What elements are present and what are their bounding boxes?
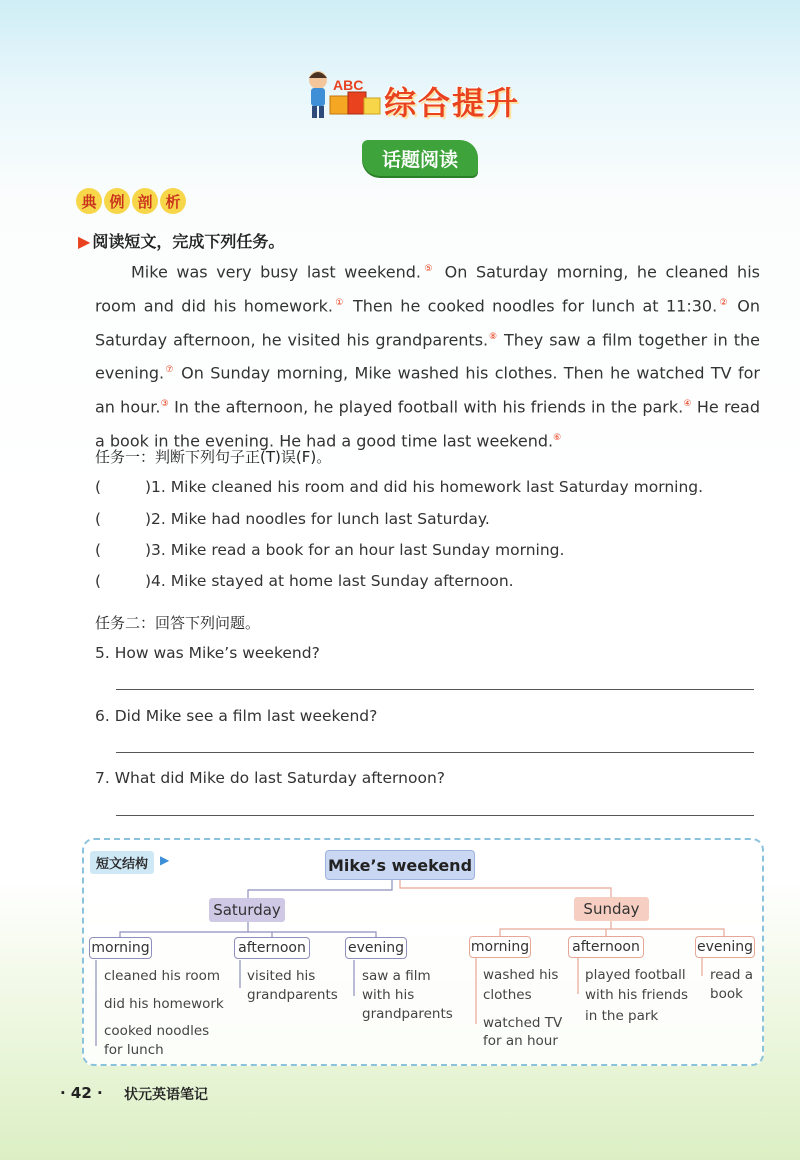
passage-sentence: On Saturday morning, he cleaned his room and did his homework. [95,262,760,316]
triangle-icon: ▶ [78,232,91,251]
answer-blank[interactable]: ( [95,541,102,559]
leaf-text: grandparents [247,987,338,1003]
play-arrow-icon: ▶ [160,853,170,867]
leaf-text: did his homework [104,996,224,1012]
statement: )2. Mike had noodles for lunch last Saturday. [145,510,490,528]
true-false-item[interactable] [95,478,703,496]
true-false-item[interactable] [95,510,490,528]
sentence-number: ① [332,297,346,308]
book-title: 状元英语笔记 [124,1087,208,1103]
passage-sentence: Mike was very busy last weekend. [131,262,421,282]
sunday-node: Sunday [574,897,649,921]
section-title: 综合提升 [384,84,521,122]
page-number: · 42 · [60,1084,103,1102]
saturday-node: Saturday [209,898,285,922]
saturday-evening-node: evening [345,937,407,959]
leaf-text: for lunch [104,1042,164,1058]
badge-char: 剖 [132,188,158,214]
art-letters: ABC [333,77,364,93]
leaf-text: book [710,986,743,1002]
saturday-morning-node: morning [89,937,152,959]
leaf-text: saw a film [362,968,431,984]
answer-line[interactable] [116,815,754,816]
answer-blank[interactable]: ( [95,510,102,528]
sentence-number: ④ [683,399,692,410]
question: 7. What did Mike do last Saturday afternoon? [95,769,445,787]
structure-label: 短文结构 [90,851,154,874]
sunday-morning-node: morning [469,936,531,958]
task2-heading: 任务二：回答下列问题。 [95,614,261,632]
leaf-text: cooked noodles [104,1023,210,1039]
leaf-text: visited his [247,968,316,984]
root-node: Mike’s weekend [325,850,475,880]
leaf-text: clothes [483,987,532,1003]
leaf-text: watched TV [483,1015,563,1031]
leaf-text: washed his [483,967,559,983]
passage-sentence: On Saturday afternoon, he visited his grandparents. [95,296,760,349]
statement: )3. Mike read a book for an hour last Sunday morning. [145,541,565,559]
saturday-afternoon-node: afternoon [234,937,310,959]
reading-passage [95,254,760,457]
passage-sentence: On Sunday morning, Mike washed his clothes. Then he watched TV for an hour. [95,363,761,417]
boy-with-abc-blocks-illustration [304,66,382,120]
true-false-item[interactable] [95,572,514,590]
passage-sentence: Then he cooked noodles for lunch at 11:30. [345,296,718,316]
question: 5. How was Mike’s weekend? [95,644,320,662]
sentence-number: ⑦ [164,365,175,376]
leaf-text: for an hour [483,1033,558,1049]
true-false-item[interactable] [95,541,564,559]
sentence-number: ③ [160,399,169,410]
answer-blank[interactable]: ( [95,572,102,590]
leaf-text: read a [710,967,753,983]
leaf-text: with his friends [585,987,689,1003]
sentence-number: ② [717,297,730,308]
statement: )1. Mike cleaned his room and did his homework last Saturday morning. [145,478,704,496]
leaf-text: cleaned his room [104,968,221,984]
leaf-text: with his [362,987,415,1003]
example-analysis-badge [76,188,186,214]
instruction-text: 阅读短文，完成下列任务。 [92,232,285,251]
badge-char: 例 [104,188,130,214]
topic-reading-tag: 话题阅读 [362,140,478,176]
answer-line[interactable] [116,752,754,753]
badge-char: 典 [76,188,102,214]
statement: )4. Mike stayed at home last Sunday afternoon. [145,572,514,590]
badge-char: 析 [160,188,186,214]
sentence-number: ⑥ [553,433,562,444]
sunday-evening-node: evening [695,936,755,958]
task1-heading: 任务一：判断下列句子正(T)误(F)。 [95,448,332,466]
answer-blank[interactable]: ( [95,478,102,496]
sentence-number: ⑤ [420,264,437,274]
passage-sentence: In the afternoon, he played football with his friends in the park. [168,397,684,417]
answer-line[interactable] [116,689,754,690]
leaf-text: grandparents [362,1006,453,1022]
sentence-number: ⑧ [488,331,498,342]
sunday-afternoon-node: afternoon [568,936,644,958]
instruction [78,229,284,252]
passage-sentence: He read a book in the evening. He had a good time last weekend. [95,397,761,451]
question: 6. Did Mike see a film last weekend? [95,707,378,725]
leaf-text: played football [585,967,686,983]
passage-sentence: They saw a film together in the evening. [95,329,760,383]
leaf-text: in the park [585,1008,659,1024]
